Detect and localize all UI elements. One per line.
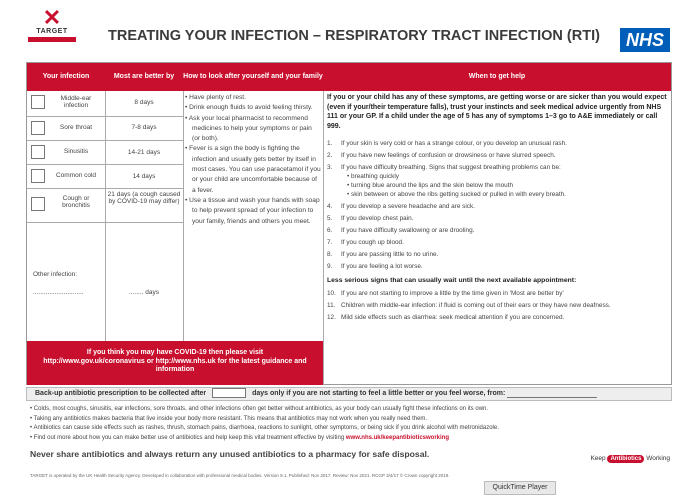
- note-item: • Colds, most coughs, sinusitis, ear infections, sore throats, and other infections often get better without antibiotics, as your body can usually fight these infections on its own.: [30, 405, 670, 415]
- urgent-item: 5. If you develop chest pain.: [327, 215, 414, 222]
- checkbox[interactable]: [31, 197, 45, 211]
- infection-row-middle-ear: [27, 91, 183, 117]
- urgent-intro: If you or your child has any of these symptoms, are getting worse or are sicker than you would expect (even if your/their temperature falls), trust your instincts and seek medical advice urgently from NHS 111 or your GP. If a child under the age of 5 has any of symptoms 1–3 go to A&E immediately or call 999.: [327, 94, 667, 130]
- header-when-help: When to get help: [323, 63, 671, 91]
- infection-row-sore-throat: [27, 117, 183, 141]
- antibiotic-notes: [30, 405, 670, 443]
- backup-text-2: days only if you are not starting to feel a little better or you feel worse, from:: [252, 390, 506, 397]
- infection-days: 7-8 days: [131, 124, 157, 131]
- less-serious-item: 12. Mild side effects such as diarrhea: seek medical attention if you are concerned.: [327, 314, 565, 321]
- keep-antibiotics-working-logo: Keep Antibiotics Working: [590, 455, 670, 462]
- infection-row-sinusitis: [27, 141, 183, 165]
- breathing-sign: • breathing quickly: [347, 173, 399, 180]
- look-after-list: [185, 93, 321, 227]
- when-to-get-help: [327, 93, 669, 325]
- urgent-item: 3. If you have difficulty breathing. Signs that suggest breathing problems can be:: [327, 164, 561, 171]
- infection-name: Sinusitis: [63, 148, 89, 155]
- other-infection-field[interactable]: ............................: [33, 289, 84, 296]
- header-infection: Your infection: [27, 63, 105, 91]
- note-item: • Find out more about how you can make better use of antibiotics and help keep this vital treatment effective by visiting www.nhs.uk/keepantibioticsworking: [30, 434, 670, 444]
- infection-name: Common cold: [55, 172, 97, 179]
- other-infection-days[interactable]: ........ days: [129, 289, 159, 296]
- divider: [323, 91, 324, 385]
- never-share-warning: Never share antibiotics and always return any unused antibiotics to a pharmacy for safe disposal.: [30, 449, 430, 459]
- target-cross-icon: ✕: [42, 5, 62, 30]
- less-serious-item: 10. If you are not starting to improve a little by the time given in 'Most are better by': [327, 290, 564, 297]
- rti-table: [26, 62, 672, 385]
- note-item: • Taking any antibiotics makes bacteria that live inside your body more resistant. This means that antibiotics may not work when you really need them.: [30, 415, 670, 425]
- infection-row-common-cold: [27, 165, 183, 189]
- urgent-item: 6. If you have difficulty swallowing or are drooling.: [327, 227, 475, 234]
- checkbox[interactable]: [31, 169, 45, 183]
- breathing-sign: • skin between or above the ribs getting sucked or pulled in with every breath.: [347, 191, 566, 198]
- look-after-item: • Use a tissue and wash your hands with soap to help prevent spread of your infection to your family, friends and others you meet.: [185, 196, 321, 227]
- infection-days: 14-21 days: [127, 149, 161, 156]
- infection-row-other: [27, 223, 183, 341]
- other-infection-label: Other infection:: [33, 271, 78, 278]
- look-after-item: • Drink enough fluids to avoid feeling thirsty.: [185, 103, 321, 113]
- note-item: • Antibiotics can cause side effects such as rashes, thrush, stomach pains, diarrhoea, reactions to sunlight, other symptoms, or being sick if you drink alcohol with metronidazole.: [30, 424, 670, 434]
- infection-name: Sore throat: [59, 124, 93, 131]
- look-after-item: • Fever is a sign the body is fighting the infection and usually gets better by itself in most cases. You can use paracetamol if you or your child are uncomfortable because of a fever.: [185, 144, 321, 195]
- urgent-item: 1. If your skin is very cold or has a strange colour, or you develop an unusual rash.: [327, 140, 567, 147]
- look-after-item: • Have plenty of rest.: [185, 93, 321, 103]
- backup-days-field[interactable]: [212, 388, 246, 398]
- urgent-item: 7. If you cough up blood.: [327, 239, 404, 246]
- backup-text-1: Back-up antibiotic prescription to be collected after: [35, 390, 207, 397]
- infection-row-cough: [27, 189, 183, 223]
- checkbox[interactable]: [31, 145, 45, 159]
- less-serious-item: 11. Children with middle-ear infection: if fluid is coming out of their ears or they have new deafness.: [327, 302, 611, 309]
- infection-name: Cough or bronchitis: [62, 195, 90, 209]
- quicktime-player-button[interactable]: QuickTime Player: [484, 481, 556, 495]
- target-logo: [28, 5, 76, 42]
- covid-box: If you think you may have COVID-19 then please visit http://www.gov.uk/coronavirus or http://www.nhs.uk for the latest guidance and information: [27, 341, 323, 385]
- look-after-item: • Ask your local pharmacist to recommend medicines to help your symptoms or pain (or both).: [185, 114, 321, 145]
- infection-name: Middle-ear infection: [60, 95, 92, 109]
- logo-bar: [28, 37, 76, 42]
- infection-days: 21 days (a cough caused by COVID-19 may differ): [107, 191, 181, 205]
- less-serious-heading: Less serious signs that can usually wait until the next available appointment:: [327, 277, 577, 284]
- backup-from-field[interactable]: [507, 389, 597, 398]
- urgent-item: 8. If you are passing little to no urine.: [327, 251, 439, 258]
- checkbox[interactable]: [31, 95, 45, 109]
- urgent-item: 4. If you develop a severe headache and are sick.: [327, 203, 475, 210]
- infection-days: 8 days: [134, 99, 154, 106]
- checkbox[interactable]: [31, 121, 45, 135]
- nhs-logo: NHS: [620, 28, 670, 52]
- backup-prescription-bar: [26, 387, 672, 401]
- header-better-by: Most are better by: [105, 63, 183, 91]
- keep-antibiotics-link[interactable]: www.nhs.uk/keepantibioticsworking: [345, 434, 449, 441]
- header-look-after: How to look after yourself and your family: [183, 63, 323, 91]
- footer-text: TARGET is operated by the UK Health Security Agency. Developed in collaboration with professional medical bodies. Version 9.1. Published: Nov 2017. Review: Nov 2021. RCGP 3/4/17 © Crown copyright 2018.: [30, 473, 450, 478]
- urgent-item: 9. If you are feeling a lot worse.: [327, 263, 423, 270]
- logo-name: TARGET: [36, 28, 68, 35]
- page-title: TREATING YOUR INFECTION – RESPIRATORY TRACT INFECTION (RTI): [108, 28, 600, 44]
- breathing-sign: • turning blue around the lips and the skin below the mouth: [347, 182, 514, 189]
- infection-days: 14 days: [132, 173, 156, 180]
- urgent-item: 2. If you have new feelings of confusion or drowsiness or have slurred speech.: [327, 152, 556, 159]
